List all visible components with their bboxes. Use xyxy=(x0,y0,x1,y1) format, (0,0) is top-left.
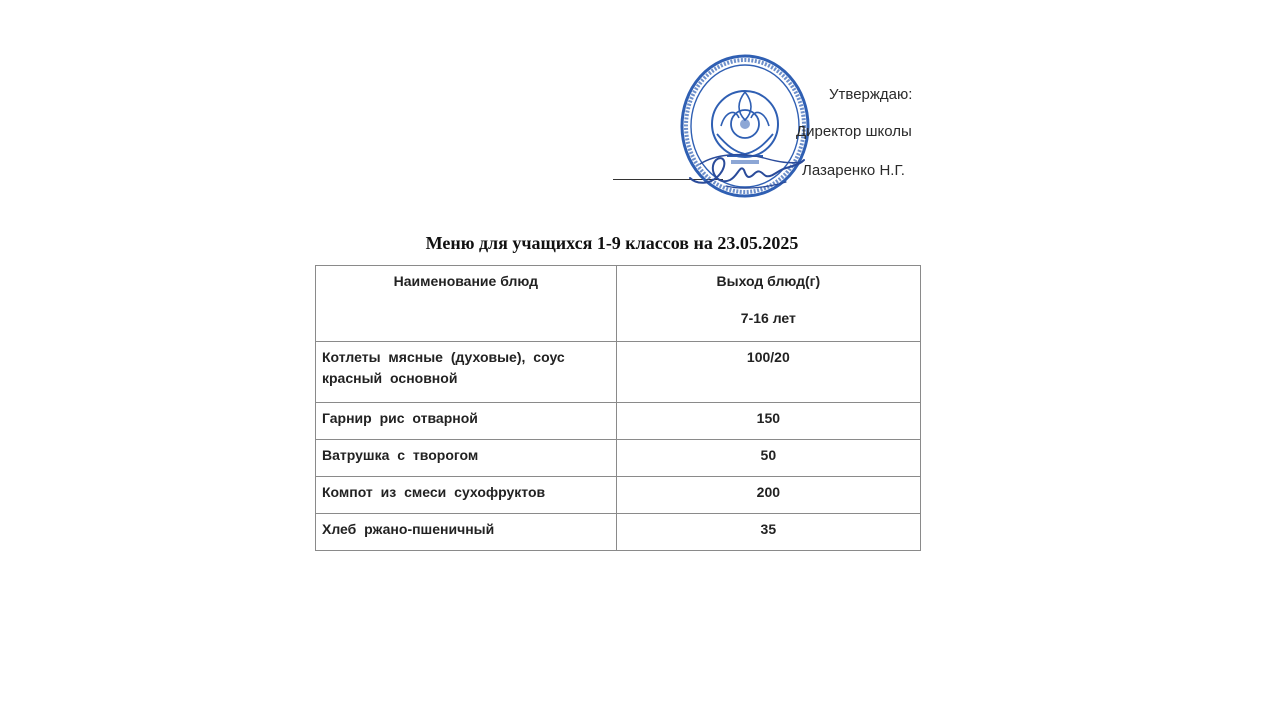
dish-name-cell xyxy=(316,477,617,514)
dish-yield-cell xyxy=(616,403,920,440)
dish-yield-cell xyxy=(616,477,920,514)
dish-yield: 100/20 xyxy=(746,349,790,365)
dish-yield-cell xyxy=(616,440,920,477)
dish-name: Котлеты мясные (духовые), соус xyxy=(322,349,565,365)
header-yield xyxy=(616,266,920,342)
dish-name: Компот из смеси сухофруктов xyxy=(322,484,546,500)
dish-yield: 200 xyxy=(756,484,781,500)
dish-name-cell xyxy=(316,342,617,403)
dish-name-cell xyxy=(316,514,617,551)
dish-yield: 50 xyxy=(760,447,777,463)
table-row xyxy=(316,403,921,440)
table-row xyxy=(316,440,921,477)
approval-block xyxy=(0,0,1280,210)
approve-label: Утверждаю: xyxy=(829,86,913,103)
dish-yield-cell xyxy=(616,514,920,551)
header-yield-label: Выход блюд(г) xyxy=(716,273,821,289)
dish-name: Хлеб ржано-пшеничный xyxy=(322,521,495,537)
dish-yield: 150 xyxy=(756,410,781,426)
approver-position: Директор школы xyxy=(796,123,912,140)
header-dish xyxy=(316,266,617,342)
header-age-group: 7-16 лет xyxy=(740,310,796,326)
dish-name-continued: красный основной xyxy=(322,370,458,386)
table-row xyxy=(316,342,921,403)
dish-name-cell xyxy=(316,440,617,477)
menu-title: Меню для учащихся 1-9 классов на 23.05.2025 xyxy=(425,233,799,253)
dish-name: Ватрушка с творогом xyxy=(322,447,479,463)
signature xyxy=(686,134,806,198)
table-row xyxy=(316,514,921,551)
dish-yield: 35 xyxy=(760,521,777,537)
table-row xyxy=(316,477,921,514)
approver-name: Лазаренко Н.Г. xyxy=(802,162,905,179)
table-header-row xyxy=(316,266,921,342)
dish-yield-cell xyxy=(616,342,920,403)
dish-name-cell xyxy=(316,403,617,440)
menu-table xyxy=(315,265,921,551)
dish-name: Гарнир рис отварной xyxy=(322,410,478,426)
header-dish-label: Наименование блюд xyxy=(393,273,539,289)
